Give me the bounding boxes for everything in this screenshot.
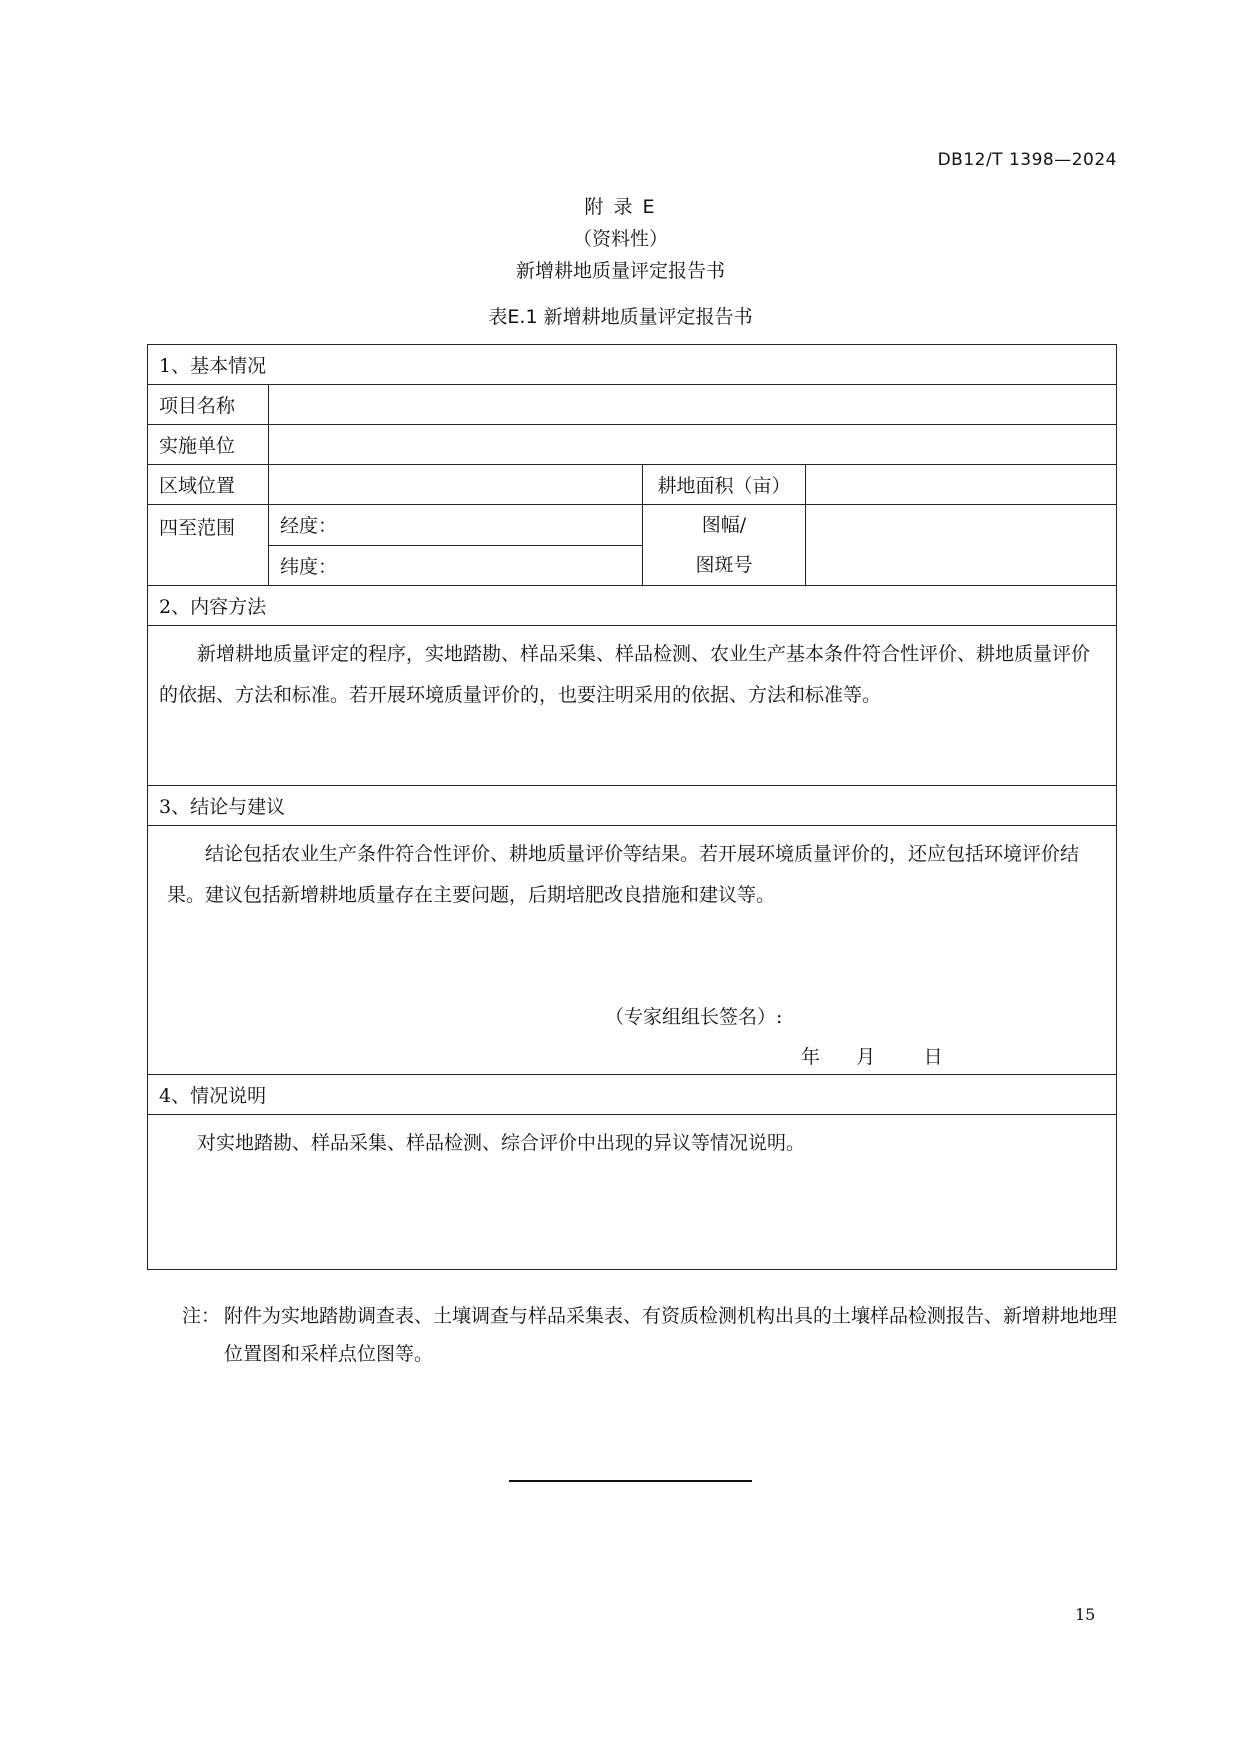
page-number: 15 — [1075, 1605, 1096, 1624]
map-label-line1: 图幅/ — [701, 514, 747, 536]
table-caption: 表E.1 新增耕地质量评定报告书 — [488, 306, 753, 328]
section1-heading: 1、基本情况 — [148, 345, 1117, 385]
section3-heading: 3、结论与建议 — [148, 786, 1117, 826]
project-name-label: 项目名称 — [148, 385, 269, 425]
note-text: 附件为实地踏勘调查表、土壤调查与样品采集表、有资质检测机构出具的土壤样品检测报告、新增耕地地理位置图和采样点位图等。 — [224, 1305, 1118, 1365]
standard-code: DB12/T 1398—2024 — [937, 150, 1117, 170]
map-sheet-field[interactable] — [806, 505, 1117, 586]
note-label: 注： — [182, 1305, 221, 1327]
signature-date — [801, 1037, 943, 1078]
date-year: 年 — [801, 1046, 821, 1068]
section2-heading: 2、内容方法 — [148, 586, 1117, 626]
section2-body: 新增耕地质量评定的程序，实地踏勘、样品采集、样品检测、农业生产基本条件符合性评价、耕地质量评价的依据、方法和标准。若开展环境质量评价的，也要注明采用的依据、方法和标准等。 — [148, 626, 1117, 786]
section4-heading: 4、情况说明 — [148, 1075, 1117, 1115]
date-day: 日 — [923, 1046, 943, 1068]
implementer-label: 实施单位 — [148, 425, 269, 465]
boundary-label: 四至范围 — [148, 505, 269, 586]
section3-body: 结论包括农业生产条件符合性评价、耕地质量评价等结果。若开展环境质量评价的，还应包括环境评价结果。建议包括新增耕地质量存在主要问题，后期培肥改良措施和建议等。 — [167, 843, 1080, 906]
implementer-field[interactable] — [269, 425, 1117, 465]
location-label: 区域位置 — [148, 465, 269, 505]
table-note — [182, 1297, 1122, 1373]
area-label: 耕地面积（亩） — [643, 465, 806, 505]
longitude-label: 经度： — [280, 515, 338, 538]
latitude-label: 纬度： — [280, 555, 338, 578]
section4-body: 对实地踏勘、样品采集、样品检测、综合评价中出现的异议等情况说明。 — [148, 1115, 1117, 1270]
location-field[interactable] — [269, 465, 643, 505]
section3-cell — [148, 826, 1117, 1075]
map-label-line2: 图斑号 — [695, 554, 753, 576]
project-name-field[interactable] — [269, 385, 1117, 425]
end-rule — [509, 1480, 752, 1482]
appendix-title: 附 录 E — [584, 196, 657, 218]
map-sheet-label — [643, 505, 806, 586]
signature-label: （专家组组长签名）: — [605, 1006, 783, 1028]
date-month: 月 — [856, 1046, 876, 1068]
appendix-name: 新增耕地质量评定报告书 — [515, 260, 725, 282]
latitude-field[interactable] — [269, 545, 643, 586]
appendix-nature: （资料性） — [572, 228, 668, 250]
longitude-field[interactable] — [269, 505, 643, 546]
report-table — [147, 344, 1117, 1270]
area-field[interactable] — [806, 465, 1117, 505]
